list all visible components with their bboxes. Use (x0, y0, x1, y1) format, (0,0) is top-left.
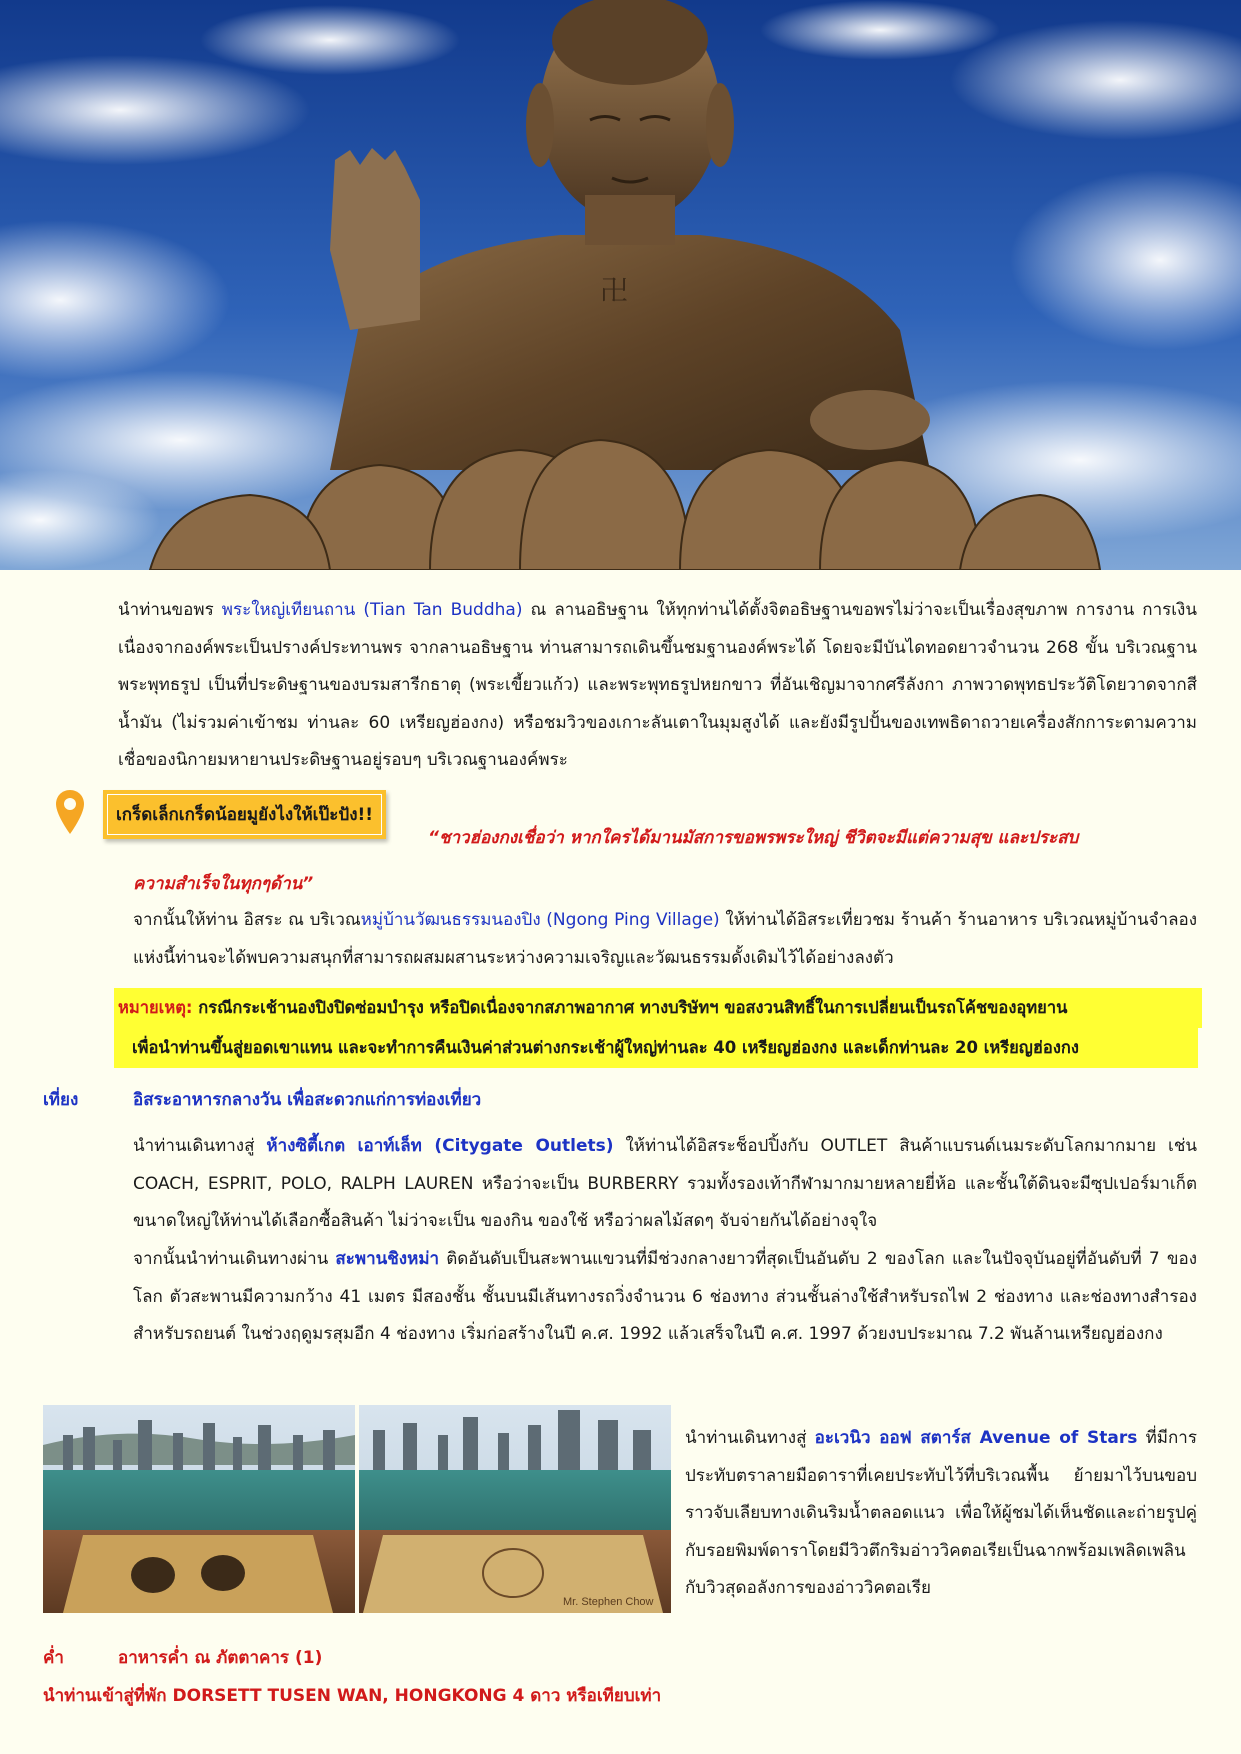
intro-text-rest: ณ ลานอธิษฐาน ให้ทุกท่านได้ตั้งจิตอธิษฐานขอพรไม่ว่าจะเป็นเรื่องสุขภาพ การงาน การเงิน เนื่องจากองค์พระเป็นปรางค์ประทานพร จากลานอธิษฐาน ท่านสามารถเดินขึ้นชมฐานองค์พระได้ โดยจะมีบันไดทอดยาวจำนวน 268 ขั้น บริเวณฐานพระพุทธรูป เป็นที่ประดิษฐานของบรมสารีกธาตุ (พระเขี้ยวแก้ว) และพระพุทธรูปหยกขาว ที่อันเชิญมาจากศรีลังกา ภาพวาดพุทธประวัติโดยวาดจากสีน้ำมัน (ไม่รวมค่าเข้าชม ท่านละ 60 เหรียญฮ่องกง) หรือชมวิวของเกาะลันเตาในมุมสูงได้ และยังมีรูปปั้นของเทพธิดาถวายเครื่องสักการะตามความเชื่อของนิกายมหายานประดิษฐานอยู่รอบๆ บริเวณฐานองค์พระ (118, 600, 1197, 770)
tip-quote-line2: ความสำเร็จในทุกๆด้าน” (133, 874, 314, 894)
citygate-paragraph (133, 1128, 1197, 1241)
stars-text-rest: ที่มีการประทับตราลายมือดาราที่เคยประทับไว้ที่บริเวณพื้น ย้ายมาไว้บนขอบราวจับเลียบทางเดินริมน้ำตลอดแนว เพื่อให้ผู้ชมได้เห็นชัดและถ่ายรูปคู่กับรอยพิมพ์ดาราโดยมีวิวตึกริมอ่าววิคตอเรียเป็นฉากพร้อมเพลิดเพลินกับวิวสุดอลังการของอ่าววิคตอเรีย (685, 1428, 1197, 1598)
tip-quote-line1: “ชาวฮ่องกงเชื่อว่า หากใครได้มานมัสการขอพรพระใหญ่ ชีวิตจะมีแต่ความสุข และประสบ (428, 828, 1079, 848)
tian-tan-buddha-link[interactable]: พระใหญ่เทียนถาน (Tian Tan Buddha) (221, 600, 523, 620)
bridge-text-rest: ติดอันดับเป็นสะพานแขวนที่มีช่วงกลางยาวที่สุดเป็นอันดับ 2 ของโลก และในปัจจุบันอยู่ที่อันดับที่ 7 ของโลก ตัวสะพานมีความกว้าง 41 เมตร มีสองชั้น ชั้นบนมีเส้นทางรถวิ่งจำนวน 6 ช่องทาง ส่วนชั้นล่างใช้สำหรับรถไฟ 2 ช่องทาง และช่องทางสำรองสำหรับรถยนต์ ในช่วงฤดูมรสุมอีก 4 ช่องทาง เริ่มก่อสร้างในปี ค.ศ. 1992 แล้วเสร็จในปี ค.ศ. 1997 ด้วยงบประมาณ 7.2 พันล้านเหรียญฮ่องกง (133, 1249, 1197, 1344)
citygate-text-rest: ให้ท่านได้อิสระช็อปปิ้งกับ OUTLET สินค้าแบรนด์เนมระดับโลกมากมาย เช่น COACH, ESPRIT, POLO, RALPH LAUREN หรือว่าจะเป็น BURBERRY รวมทั้งรองเท้ากีฬามากมายหลายยี่ห้อ และชั้นใต้ดินจะมีซุปเปอร์มาเก็ตขนาดใหญ่ให้ท่านได้เลือกซื้อสินค้า ไม่ว่าจะเป็น ของกิน ของใช้ หรือว่าผลไม้สดๆ จับจ่ายกันได้อย่างจุใจ (133, 1136, 1197, 1231)
note-line2 (114, 1028, 1198, 1068)
intro-paragraph (118, 592, 1197, 780)
note-text-1: กรณีกระเช้านองปิงปิดซ่อมบำรุง หรือปิดเนื่องจากสภาพอากาศ ทางบริษัทฯ ขอสงวนสิทธิ์ในการเปลี่ยนเป็นรถโค้ชของอุทยาน (192, 998, 1068, 1017)
tip-label: เกร็ดเล็กเกร็ดน้อยมูยังไงให้เป๊ะปัง!! (107, 794, 382, 835)
note-label: หมายเหตุ: (118, 998, 193, 1017)
intro-text-start: นำท่านขอพร (118, 600, 222, 620)
plaque-caption: Mr. Stephen Chow (563, 1596, 654, 1608)
citygate-outlets-link[interactable]: ห้างซิตี้เกต เอาท์เล็ท (Citygate Outlets) (266, 1136, 614, 1156)
tsing-ma-bridge-link[interactable]: สะพานชิงหม่า (335, 1249, 440, 1269)
lunch-text: อิสระอาหารกลางวัน เพื่อสะดวกแก่การท่องเที่ยว (133, 1090, 482, 1110)
stars-text-start: นำท่านเดินทางสู่ (685, 1428, 815, 1448)
bridge-text-start: จากนั้นนำท่านเดินทางผ่าน (133, 1249, 336, 1269)
hero-buddha-photo (0, 0, 1241, 570)
village-text-rest: ให้ท่านได้อิสระเที่ยวชม ร้านค้า ร้านอาหาร บริเวณหมู่บ้านจำลองแห่งนี้ท่านจะได้พบความสนุกที่สามารถผสมผสานระหว่างความเจริญและวัฒนธรรมดั้งเดิมไว้ได้อย่างลงตัว (133, 910, 1197, 968)
note-text-2: เพื่อนำท่านขึ้นสู่ยอดเขาแทน และจะทำการคืนเงินค่าส่วนต่างกระเช้าผู้ใหญ่ท่านละ 40 เหรียญฮ่องกง และเด็กท่านละ 20 เหรียญฮ่องกง (132, 1038, 1079, 1057)
svg-text:卍: 卍 (600, 274, 629, 307)
bridge-paragraph (133, 1241, 1197, 1354)
village-text-start: จากนั้นให้ท่าน อิสระ ณ บริเวณ (133, 910, 361, 930)
lunch-label: เที่ยง (43, 1090, 79, 1110)
avenue-of-stars-paragraph (685, 1420, 1197, 1608)
ngong-ping-village-link[interactable]: หมู่บ้านวัฒนธรรมนองปิง (Ngong Ping Village) (360, 910, 720, 930)
village-paragraph (133, 902, 1197, 977)
avenue-of-stars-photo (43, 1405, 671, 1613)
tip-label-box (103, 790, 386, 839)
avenue-of-stars-link[interactable]: อะเวนิว ออฟ สตาร์ส Avenue of Stars (814, 1428, 1138, 1448)
hotel-text: นำท่านเข้าสู่ที่พัก DORSETT TUSEN WAN, HONGKONG 4 ดาว หรือเทียบเท่า (43, 1686, 662, 1706)
dinner-text: อาหารค่ำ ณ ภัตตาคาร (1) (118, 1648, 323, 1668)
note-line1 (114, 988, 1202, 1028)
dinner-label: ค่ำ (43, 1648, 64, 1668)
citygate-text-start: นำท่านเดินทางสู่ (133, 1136, 267, 1156)
location-pin-icon (56, 790, 84, 834)
